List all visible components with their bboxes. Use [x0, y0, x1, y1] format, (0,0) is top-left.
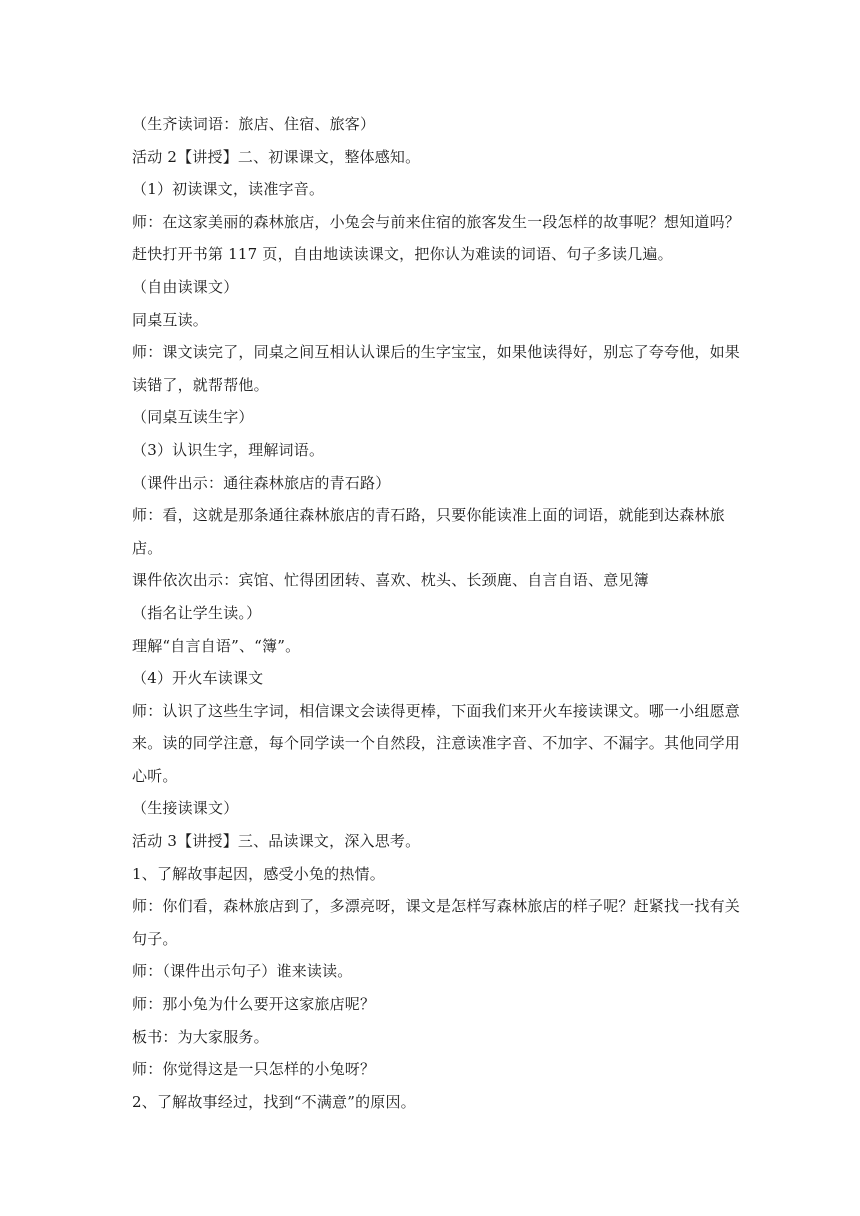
- paragraph: 师：你觉得这是一只怎样的小兔呀？: [132, 1060, 376, 1079]
- paragraph: （3）认识生字，理解词语。: [132, 440, 325, 459]
- paragraph: 2、了解故事经过，找到“不满意”的原因。: [132, 1092, 416, 1111]
- paragraph: 读错了，就帮帮他。: [132, 375, 269, 394]
- paragraph: （课件出示：通往森林旅店的青石路）: [132, 473, 391, 492]
- paragraph: 同桌互读。: [132, 310, 209, 329]
- paragraph: 师：那小兔为什么要开这家旅店呢？: [132, 995, 376, 1014]
- paragraph: 活动 2【讲授】二、初课课文，整体感知。: [132, 147, 421, 166]
- paragraph: 心听。: [132, 766, 178, 785]
- paragraph: 师：认识了这些生字词，相信课文会读得更棒，下面我们来开火车接读课文。哪一小组愿意: [132, 701, 741, 720]
- paragraph: （生齐读词语：旅店、住宿、旅客）: [132, 115, 376, 133]
- paragraph: 师：课文读完了，同桌之间互相认认课后的生字宝宝，如果他读得好，别忘了夸夸他，如果: [132, 343, 741, 362]
- paragraph: 1、了解故事起因，感受小兔的热情。: [132, 864, 385, 883]
- paragraph: 师：看，这就是那条通往森林旅店的青石路，只要你能读准上面的词语，就能到达森林旅店。: [132, 506, 725, 557]
- paragraph: 赶快打开书第 117 页，自由地读读课文，把你认为难读的词语、句子多读几遍。: [132, 245, 673, 264]
- paragraph: 理解“自言自语”、“簿”。: [132, 636, 301, 655]
- paragraph: （指名让学生读。）: [132, 603, 262, 622]
- paragraph: 板书：为大家服务。: [132, 1027, 269, 1046]
- paragraph: 句子。: [132, 929, 178, 948]
- paragraph: 师：在这家美丽的森林旅店，小兔会与前来住宿的旅客发生一段怎样的故事呢？想知道吗？: [132, 212, 741, 231]
- paragraph: （自由读课文）: [132, 277, 239, 296]
- paragraph: 来。读的同学注意，每个同学读一个自然段，注意读准字音、不加字、不漏字。其他同学用: [132, 734, 741, 753]
- paragraph: （同桌互读生字）: [132, 408, 254, 427]
- paragraph: 活动 3【讲授】三、品读课文，深入思考。: [132, 832, 421, 851]
- paragraph: 课件依次出示：宾馆、忙得团团转、喜欢、枕头、长颈鹿、自言自语、意见簿: [132, 571, 649, 590]
- paragraph: 师：（课件出示句子）谁来读读。: [132, 962, 353, 981]
- paragraph: （生接读课文）: [132, 799, 239, 818]
- document-body: [132, 108, 742, 1118]
- paragraph: 师：你们看，森林旅店到了，多漂亮呀，课文是怎样写森林旅店的样子呢？赶紧找一找有关: [132, 897, 741, 916]
- paragraph: （1）初读课文，读准字音。: [132, 180, 325, 199]
- paragraph: （4）开火车读课文: [132, 669, 264, 688]
